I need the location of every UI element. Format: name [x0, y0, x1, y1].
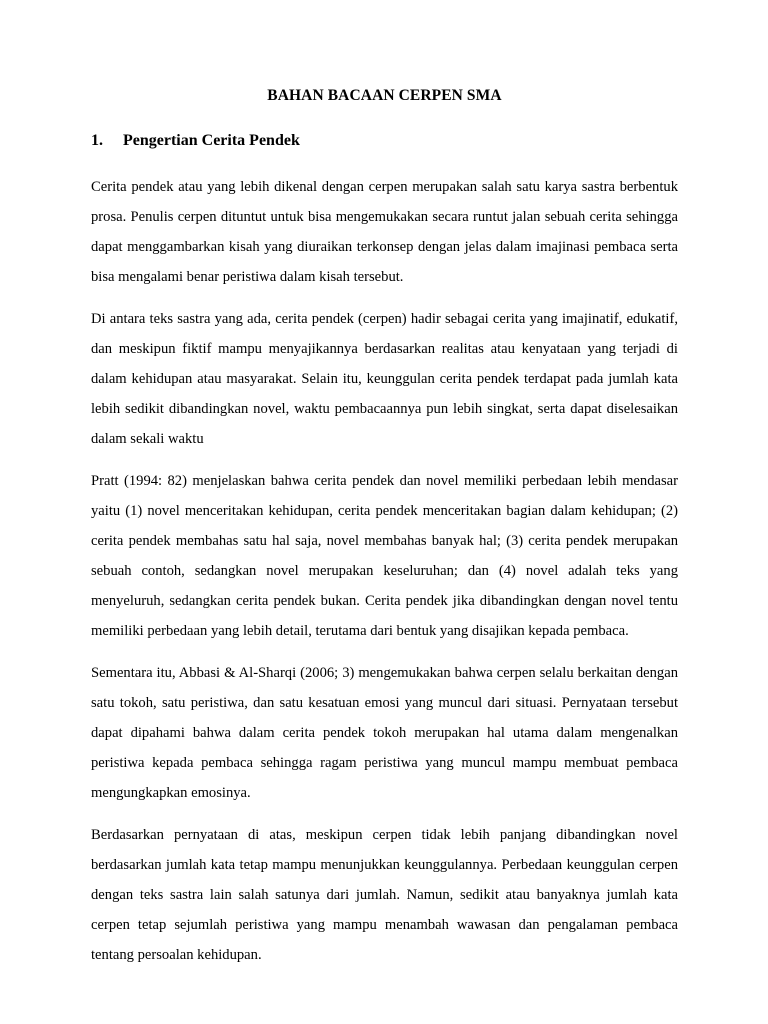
body-paragraph: Sementara itu, Abbasi & Al-Sharqi (2006; 3) mengemukakan bahwa cerpen selalu berkaitan dengan satu tokoh, satu peristiwa, dan satu kesatuan emosi yang muncul dari situasi. Pernyataan tersebut dapat dipahami bahwa dalam cerita pendek tokoh merupakan hal utama dalam mengenalkan peristiwa kepada pembaca sehingga ragam peristiwa yang muncul mampu membuat pembaca mengungkapkan emosinya.	[91, 665, 678, 802]
body-paragraph: Di antara teks sastra yang ada, cerita pendek (cerpen) hadir sebagai cerita yang imajinatif, edukatif, dan meskipun fiktif mampu menyajikannya berdasarkan realitas atau kenyataan yang terjadi di dalam kehidupan atau masyarakat. Selain itu, keunggulan cerita pendek terdapat pada jumlah kata lebih sedikit dibandingkan novel, waktu pembacaannya pun lebih singkat, serta dapat diselesaikan dalam sekali waktu	[91, 311, 678, 448]
section-heading	[91, 131, 678, 152]
body-paragraph: Berdasarkan pernyataan di atas, meskipun cerpen tidak lebih panjang dibandingkan novel berdasarkan jumlah kata tetap mampu menunjukkan keunggulannya. Perbedaan keunggulan cerpen dengan teks sastra lain salah satunya dari jumlah. Namun, sedikit atau banyaknya jumlah kata cerpen tetap sejumlah peristiwa yang mampu menambah wawasan dan pengalaman pembaca tentang persoalan kehidupan.	[91, 827, 678, 964]
section-heading-text: Pengertian Cerita Pendek	[123, 132, 300, 150]
body-paragraph: Pratt (1994: 82) menjelaskan bahwa cerita pendek dan novel memiliki perbedaan lebih mendasar yaitu (1) novel menceritakan kehidupan, cerita pendek menceritakan bagian dalam kehidupan; (2) cerita pendek membahas satu hal saja, novel membahas banyak hal; (3) cerita pendek merupakan sebuah contoh, sedangkan novel merupakan keseluruhan; dan (4) novel adalah teks yang menyeluruh, sedangkan cerita pendek bukan. Cerita pendek jika dibandingkan dengan novel tentu memiliki perbedaan yang lebih detail, terutama dari bentuk yang disajikan kepada pembaca.	[91, 473, 678, 640]
page-title: BAHAN BACAAN CERPEN SMA	[267, 87, 502, 104]
section-heading-number: 1.	[91, 132, 103, 150]
body-paragraph: Cerita pendek atau yang lebih dikenal dengan cerpen merupakan salah satu karya sastra berbentuk prosa. Penulis cerpen dituntut untuk bisa mengemukakan secara runtut jalan sebuah cerita sehingga dapat menggambarkan kisah yang diuraikan terkonsep dengan jelas dalam imajinasi pembaca serta bisa mengalami benar peristiwa dalam kisah tersebut.	[91, 179, 678, 286]
